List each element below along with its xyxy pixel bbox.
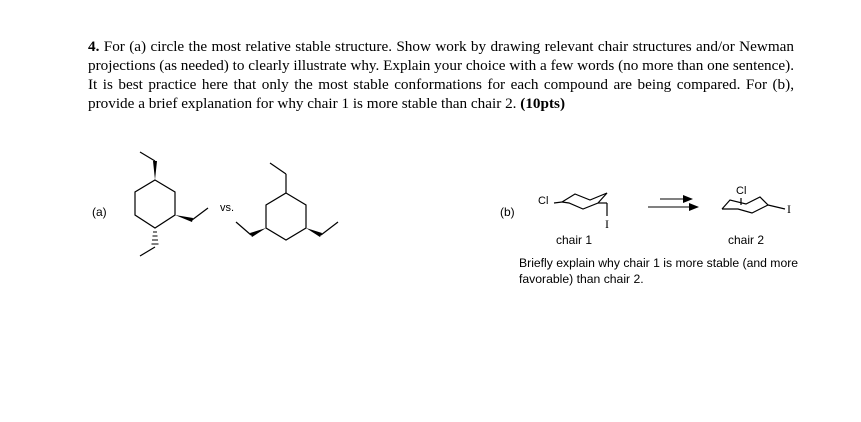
- chair-1-i-label: I: [605, 217, 609, 231]
- chair-1-structure: [554, 193, 607, 216]
- part-b-label: (b): [500, 205, 515, 219]
- chair-1-caption: chair 1: [556, 233, 593, 247]
- chair-2-caption: chair 2: [728, 233, 765, 247]
- molecule-a1: [135, 152, 208, 256]
- explanation-prompt: Briefly explain why chair 1 is more stable (and more favorable) than chair 2.: [519, 256, 799, 286]
- molecule-a2: [236, 163, 338, 240]
- chair-2-structure: [722, 197, 785, 213]
- question-number: 4.: [88, 38, 100, 55]
- question-points: (10pts): [520, 95, 565, 112]
- chair-1-cl-label: Cl: [538, 195, 549, 207]
- chair-2-cl-label: Cl: [736, 185, 747, 197]
- part-a-label: (a): [92, 205, 107, 219]
- versus-label: vs.: [220, 202, 235, 214]
- chair-2-i-label: I: [787, 202, 791, 216]
- question-body: For (a) circle the most relative stable structure. Show work by drawing relevant chair structures and/or Newman projections (as needed) to clearly illustrate why. Explain your choice with a few words (no more than one sentence). It is best practice here that only the most stable conformations for each compound are being compared. For (b), provide a brief explanation for why chair 1 is more stable than chair 2.: [88, 38, 794, 112]
